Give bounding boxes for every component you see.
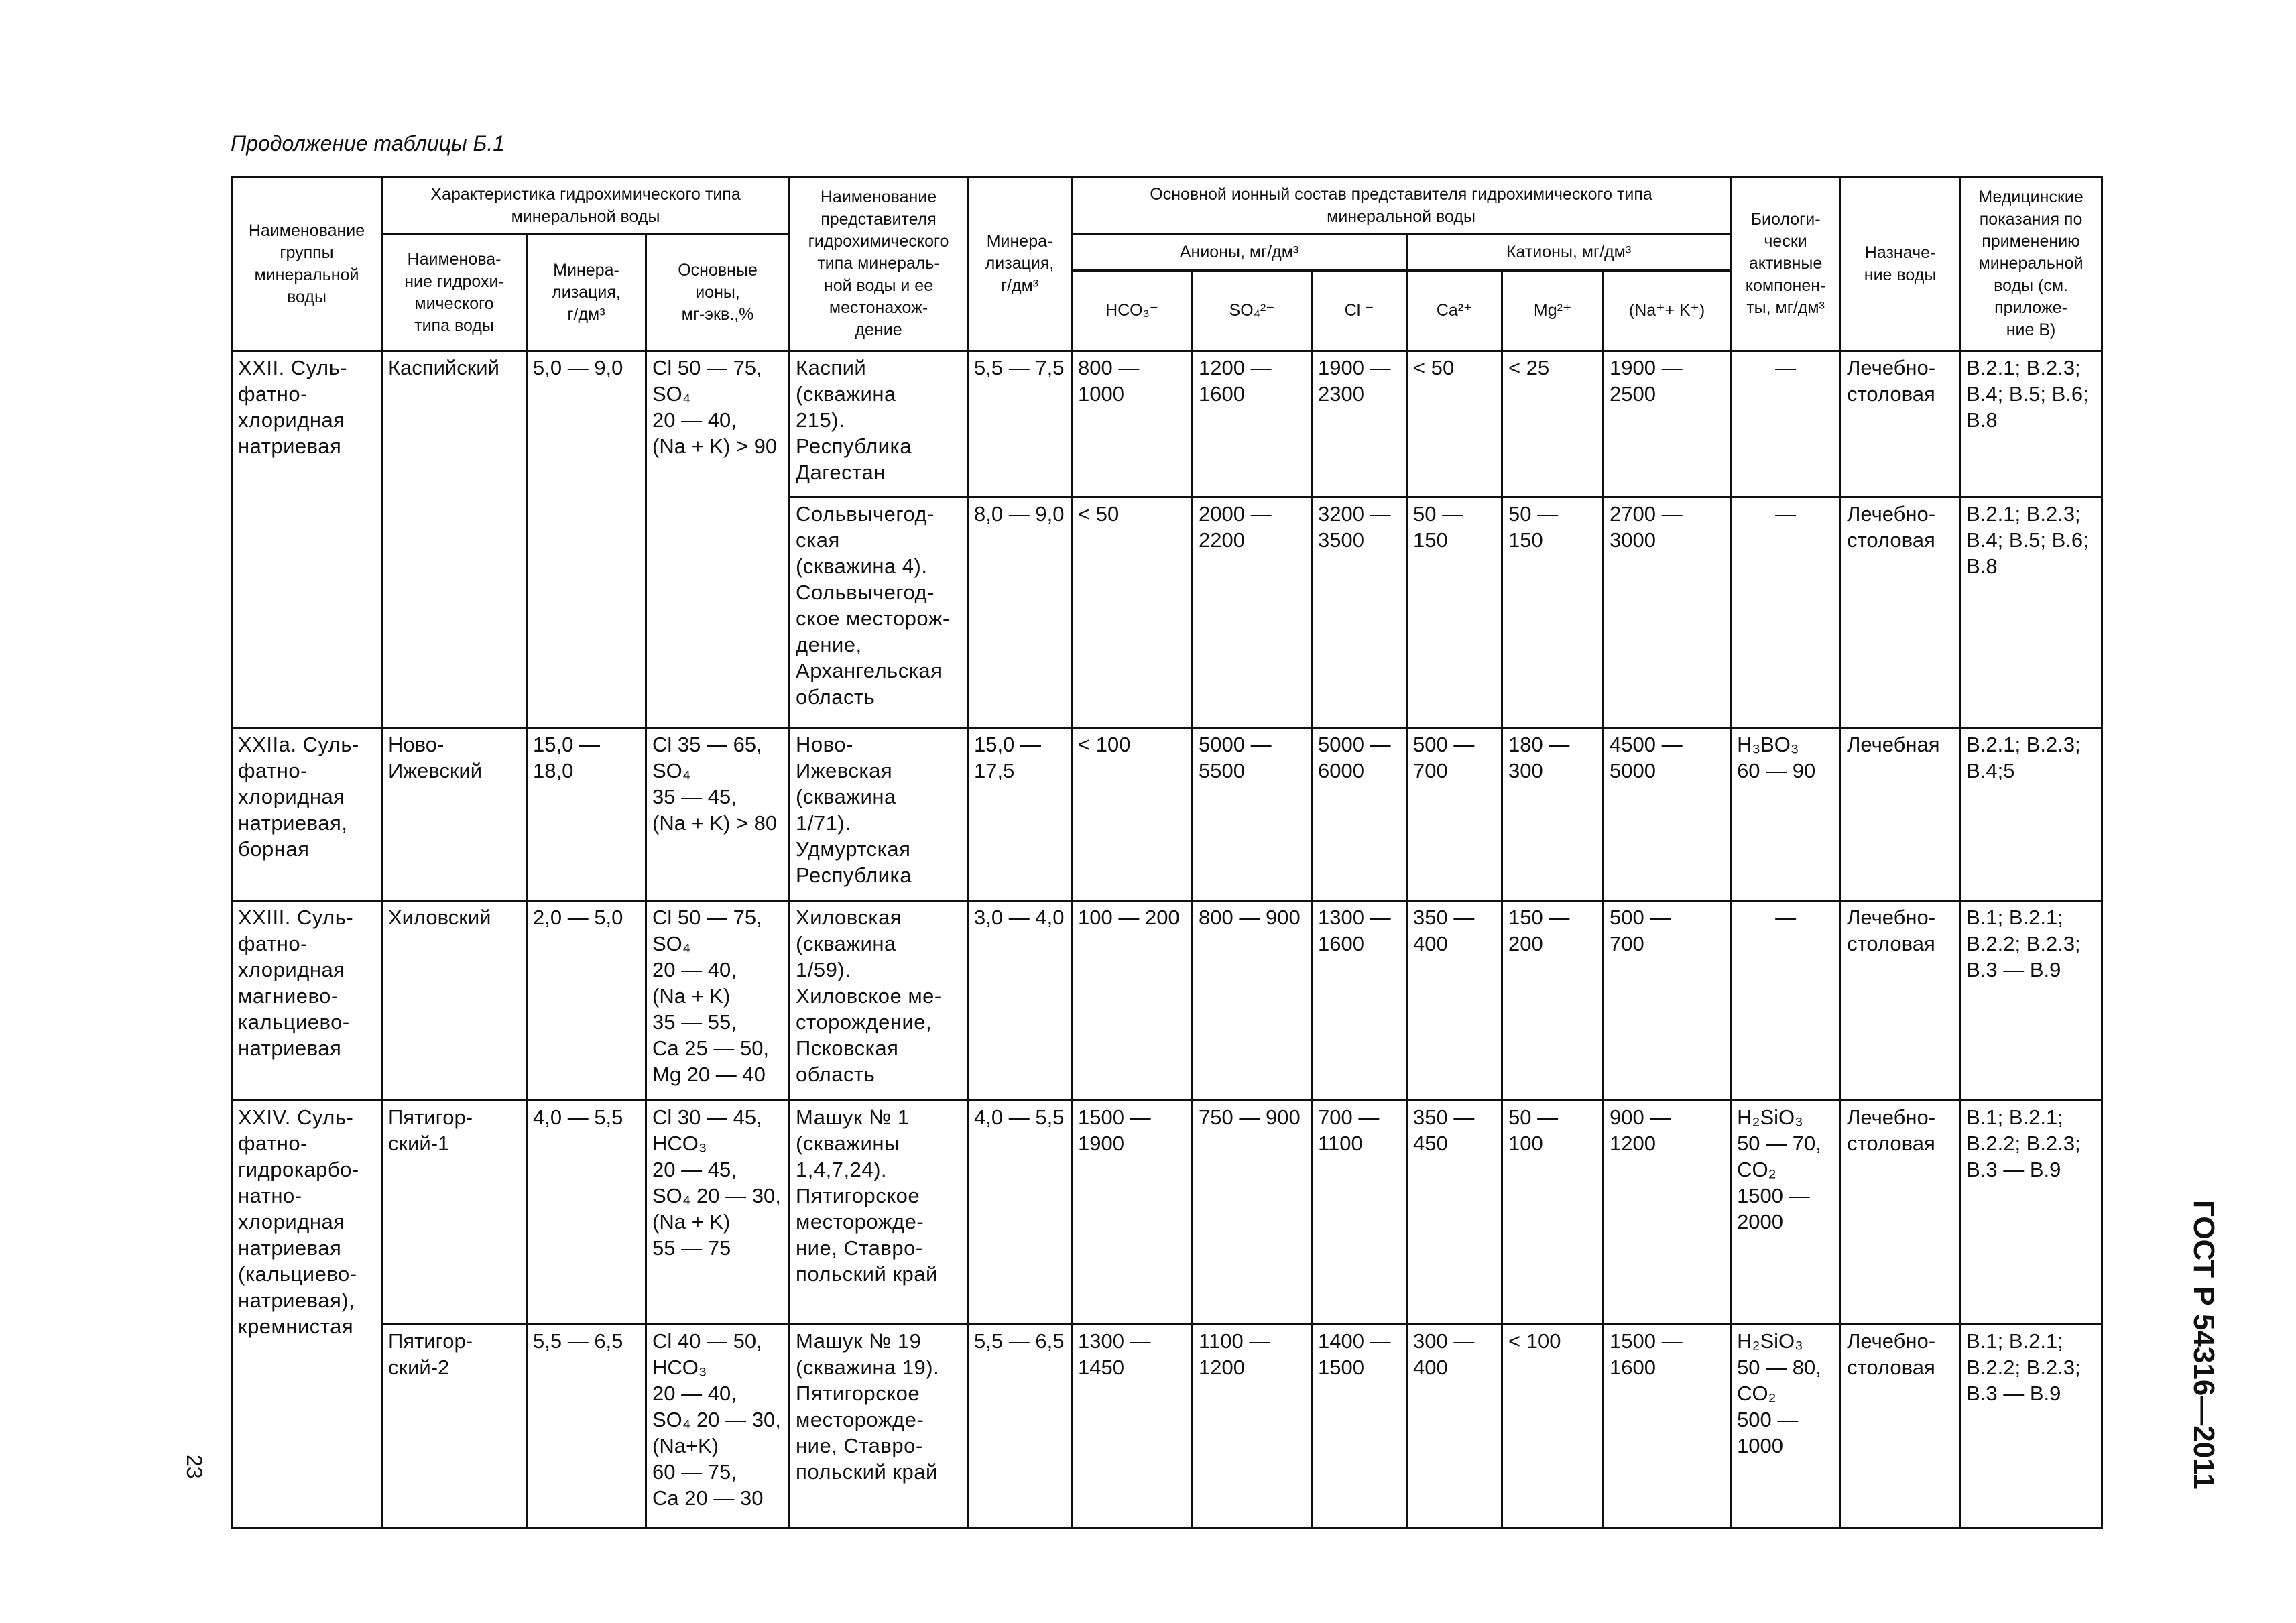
- water-purpose: Лечебно- столовая: [1841, 1101, 1960, 1325]
- header-anions: Анионы, мг/дм³: [1072, 235, 1407, 271]
- table-row: [232, 351, 2102, 497]
- header-main-ions: Основные ионы, мг-экв.,%: [646, 235, 790, 351]
- hco3-value: 1500 — 1900: [1072, 1101, 1193, 1325]
- header-ca: Ca²⁺: [1407, 271, 1502, 351]
- water-purpose: Лечебно- столовая: [1841, 497, 1960, 728]
- header-group: Наименование группы минеральной воды: [232, 177, 382, 351]
- group-name: XXIIа. Суль- фатно- хлоридная натриевая, борная: [232, 728, 382, 901]
- cl-value: 700 — 1100: [1312, 1101, 1407, 1325]
- bio-components: H₂SiO₃ 50 — 70, CO₂ 1500 — 2000: [1731, 1101, 1841, 1325]
- cl-value: 3200 — 3500: [1312, 497, 1407, 728]
- hco3-value: 1300 — 1450: [1072, 1325, 1193, 1528]
- ca-value: 50 — 150: [1407, 497, 1502, 728]
- mg-value: 50 — 150: [1502, 497, 1604, 728]
- table-caption: Продолжение таблицы Б.1: [231, 131, 505, 156]
- representative-name: Хиловская (скважина 1/59). Хиловское ме- сторождение, Псковская область: [790, 901, 968, 1101]
- water-purpose: Лечебно- столовая: [1841, 351, 1960, 497]
- type-name: Хиловский: [382, 901, 527, 1101]
- so4-value: 1100 — 1200: [1193, 1325, 1312, 1528]
- header-cl: Cl ⁻: [1312, 271, 1407, 351]
- bio-components: —: [1731, 351, 1841, 497]
- hco3-value: < 50: [1072, 497, 1193, 728]
- header-nak: (Na⁺+ K⁺): [1604, 271, 1731, 351]
- rep-mineralization: 15,0 — 17,5: [968, 728, 1072, 901]
- table-row: [232, 1325, 2102, 1528]
- header-rep-mineralization: Минера- лизация, г/дм³: [968, 177, 1072, 351]
- main-ions: Cl 35 — 65, SO₄ 35 — 45, (Na + K) > 80: [646, 728, 790, 901]
- ca-value: 350 — 450: [1407, 1101, 1502, 1325]
- cl-value: 5000 — 6000: [1312, 728, 1407, 901]
- document-code: ГОСТ Р 54316—2011: [2187, 1200, 2220, 1490]
- so4-value: 750 — 900: [1193, 1101, 1312, 1325]
- hco3-value: 800 — 1000: [1072, 351, 1193, 497]
- header-mineralization: Минера- лизация, г/дм³: [527, 235, 646, 351]
- main-ions: Cl 40 — 50, HCO₃ 20 — 40, SO₄ 20 — 30, (Na+K) 60 — 75, Ca 20 — 30: [646, 1325, 790, 1528]
- nak-value: 900 — 1200: [1604, 1101, 1731, 1325]
- representative-name: Машук № 1 (скважины 1,4,7,24). Пятигорское месторожде- ние, Ставро- польский край: [790, 1101, 968, 1325]
- so4-value: 5000 — 5500: [1193, 728, 1312, 901]
- mg-value: 180 — 300: [1502, 728, 1604, 901]
- group-name: XXII. Суль- фатно- хлоридная натриевая: [232, 351, 382, 728]
- type-mineralization: 15,0 — 18,0: [527, 728, 646, 901]
- main-ions: Cl 50 — 75, SO₄ 20 — 40, (Na + K) > 90: [646, 351, 790, 728]
- representative-name: Машук № 19 (скважина 19). Пятигорское месторожде- ние, Ставро- польский край: [790, 1325, 968, 1528]
- medical-indications: В.2.1; В.2.3; В.4;5: [1960, 728, 2102, 901]
- mg-value: < 25: [1502, 351, 1604, 497]
- type-mineralization: 5,0 — 9,0: [527, 351, 646, 728]
- header-type-name: Наименова- ние гидрохи- мического типа воды: [382, 235, 527, 351]
- bio-components: H₃BO₃ 60 — 90: [1731, 728, 1841, 901]
- nak-value: 500 — 700: [1604, 901, 1731, 1101]
- cl-value: 1400 — 1500: [1312, 1325, 1407, 1528]
- page-number: 23: [182, 1455, 206, 1479]
- type-name: Пятигор- ский-2: [382, 1325, 527, 1528]
- header-bio: Биологи- чески активные компонен- ты, мг/дм³: [1731, 177, 1841, 351]
- header-medical: Медицинские показания по применению минеральной воды (см. приложе- ние В): [1960, 177, 2102, 351]
- mg-value: 50 — 100: [1502, 1101, 1604, 1325]
- medical-indications: В.2.1; В.2.3; В.4; В.5; В.6; В.8: [1960, 497, 2102, 728]
- water-purpose: Лечебно- столовая: [1841, 1325, 1960, 1528]
- medical-indications: В.1; В.2.1; В.2.2; В.2.3; В.3 — В.9: [1960, 901, 2102, 1101]
- header-hco3: HCO₃⁻: [1072, 271, 1193, 351]
- rep-mineralization: 3,0 — 4,0: [968, 901, 1072, 1101]
- table-row: [232, 901, 2102, 1101]
- mg-value: 150 — 200: [1502, 901, 1604, 1101]
- ca-value: 350 — 400: [1407, 901, 1502, 1101]
- representative-name: Ново- Ижевская (скважина 1/71). Удмуртская Республика: [790, 728, 968, 901]
- rep-mineralization: 4,0 — 5,5: [968, 1101, 1072, 1325]
- rep-mineralization: 5,5 — 7,5: [968, 351, 1072, 497]
- ca-value: 300 — 400: [1407, 1325, 1502, 1528]
- header-mg: Mg²⁺: [1502, 271, 1604, 351]
- header-ionic-composition: Основной ионный состав представителя гидрохимического типа минеральной воды: [1072, 177, 1731, 235]
- mineral-water-table: [231, 176, 2103, 1529]
- table-row: [232, 728, 2102, 901]
- nak-value: 1500 — 1600: [1604, 1325, 1731, 1528]
- water-purpose: Лечебная: [1841, 728, 1960, 901]
- table-header: [232, 177, 2102, 351]
- medical-indications: В.1; В.2.1; В.2.2; В.2.3; В.3 — В.9: [1960, 1101, 2102, 1325]
- main-ions: Cl 50 — 75, SO₄ 20 — 40, (Na + K) 35 — 55, Ca 25 — 50, Mg 20 — 40: [646, 901, 790, 1101]
- ca-value: < 50: [1407, 351, 1502, 497]
- bio-components: —: [1731, 497, 1841, 728]
- table-row: [232, 1101, 2102, 1325]
- representative-name: Сольвычегод- ская (скважина 4). Сольвычегод- ское месторож- дение, Архангельская область: [790, 497, 968, 728]
- type-name: Пятигор- ский-1: [382, 1101, 527, 1325]
- medical-indications: В.2.1; В.2.3; В.4; В.5; В.6; В.8: [1960, 351, 2102, 497]
- group-name: XXIII. Суль- фатно- хлоридная магниево- кальциево- натриевая: [232, 901, 382, 1101]
- bio-components: —: [1731, 901, 1841, 1101]
- header-cations: Катионы, мг/дм³: [1407, 235, 1731, 271]
- nak-value: 1900 — 2500: [1604, 351, 1731, 497]
- header-purpose: Назначе- ние воды: [1841, 177, 1960, 351]
- bio-components: H₂SiO₃ 50 — 80, CO₂ 500 — 1000: [1731, 1325, 1841, 1528]
- rep-mineralization: 5,5 — 6,5: [968, 1325, 1072, 1528]
- mg-value: < 100: [1502, 1325, 1604, 1528]
- nak-value: 2700 — 3000: [1604, 497, 1731, 728]
- type-name: Каспийский: [382, 351, 527, 728]
- group-name: XXIV. Суль- фатно- гидрокарбо- натно- хлоридная натриевая (кальциево- натриевая), кремнистая: [232, 1101, 382, 1528]
- nak-value: 4500 — 5000: [1604, 728, 1731, 901]
- header-representative: Наименование представителя гидрохимического типа минераль- ной воды и ее местонахож- дение: [790, 177, 968, 351]
- hco3-value: 100 — 200: [1072, 901, 1193, 1101]
- header-so4: SO₄²⁻: [1193, 271, 1312, 351]
- so4-value: 2000 — 2200: [1193, 497, 1312, 728]
- main-ions: Cl 30 — 45, HCO₃ 20 — 45, SO₄ 20 — 30, (Na + K) 55 — 75: [646, 1101, 790, 1325]
- medical-indications: В.1; В.2.1; В.2.2; В.2.3; В.3 — В.9: [1960, 1325, 2102, 1528]
- cl-value: 1300 — 1600: [1312, 901, 1407, 1101]
- cl-value: 1900 — 2300: [1312, 351, 1407, 497]
- so4-value: 800 — 900: [1193, 901, 1312, 1101]
- representative-name: Каспий (скважина 215). Республика Дагестан: [790, 351, 968, 497]
- type-mineralization: 4,0 — 5,5: [527, 1101, 646, 1325]
- so4-value: 1200 — 1600: [1193, 351, 1312, 497]
- ca-value: 500 — 700: [1407, 728, 1502, 901]
- water-purpose: Лечебно- столовая: [1841, 901, 1960, 1101]
- header-characteristic: Характеристика гидрохимического типа минеральной воды: [382, 177, 790, 235]
- type-name: Ново- Ижевский: [382, 728, 527, 901]
- table-body: [232, 351, 2102, 1528]
- type-mineralization: 2,0 — 5,0: [527, 901, 646, 1101]
- rep-mineralization: 8,0 — 9,0: [968, 497, 1072, 728]
- type-mineralization: 5,5 — 6,5: [527, 1325, 646, 1528]
- hco3-value: < 100: [1072, 728, 1193, 901]
